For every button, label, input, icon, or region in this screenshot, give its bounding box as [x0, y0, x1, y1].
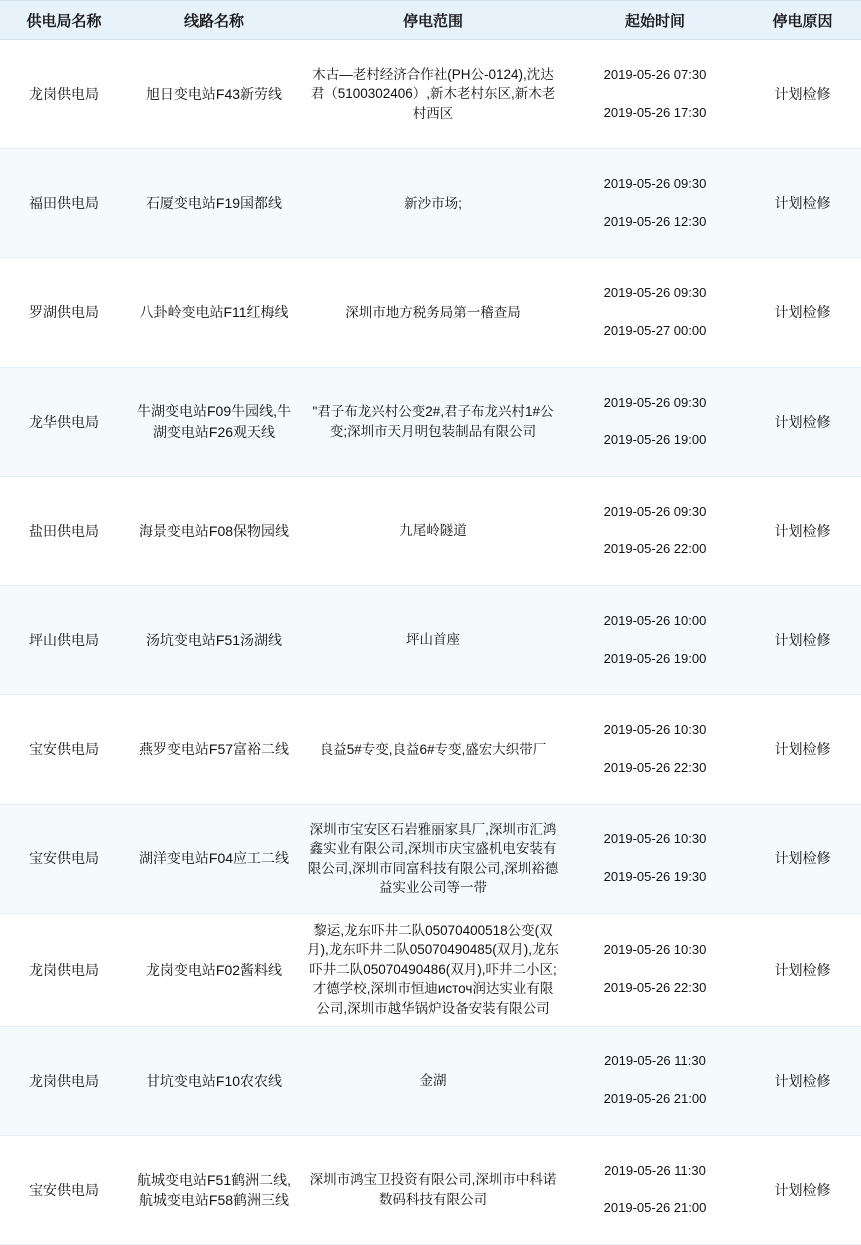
cell-time-end: 2019-05-26 17:30: [603, 104, 707, 120]
column-header-bureau: 供电局名称: [0, 1, 128, 40]
cell-line: 汤坑变电站F51汤湖线: [128, 586, 300, 695]
cell-reason: 计划检修: [744, 804, 861, 913]
cell-reason: 计划检修: [744, 1135, 861, 1244]
cell-line: 海景变电站F08保物园线: [128, 476, 300, 585]
cell-time: [566, 804, 744, 913]
cell-time-start: 2019-05-26 11:30: [604, 1162, 706, 1178]
table-row: [0, 149, 861, 258]
table-row: [0, 804, 861, 913]
cell-time: [566, 258, 744, 367]
cell-time-start: 2019-05-26 09:30: [603, 503, 707, 519]
table-row: [0, 40, 861, 149]
cell-reason: 计划检修: [744, 40, 861, 149]
cell-time-start: 2019-05-26 10:30: [603, 831, 707, 847]
table-body: [0, 40, 861, 1245]
cell-time-end: 2019-05-26 22:00: [603, 541, 707, 557]
cell-time: [566, 586, 744, 695]
cell-reason: 计划检修: [744, 476, 861, 585]
cell-bureau: 龙岗供电局: [0, 1026, 128, 1135]
cell-scope: 深圳市宝安区石岩雅丽家具厂,深圳市汇鸿鑫实业有限公司,深圳市庆宝盛机电安装有限公司,深圳市同富科技有限公司,深圳裕德益实业公司等一带: [300, 804, 566, 913]
cell-scope: 坪山首座: [300, 586, 566, 695]
cell-bureau: 福田供电局: [0, 149, 128, 258]
cell-scope: 九尾岭隧道: [300, 476, 566, 585]
cell-time-end: 2019-05-26 19:00: [603, 650, 707, 666]
table-row: [0, 367, 861, 476]
table-row: [0, 1135, 861, 1244]
cell-time-end: 2019-05-26 22:30: [603, 980, 707, 996]
cell-time-end: 2019-05-26 19:00: [603, 432, 707, 448]
cell-time-end: 2019-05-26 12:30: [603, 213, 707, 229]
cell-bureau: 龙岗供电局: [0, 913, 128, 1026]
cell-time: [566, 1026, 744, 1135]
cell-time: [566, 40, 744, 149]
cell-time: [566, 367, 744, 476]
cell-scope: 深圳市鸿宝卫投资有限公司,深圳市中科诺数码科技有限公司: [300, 1135, 566, 1244]
cell-time: [566, 913, 744, 1026]
cell-line: 八卦岭变电站F11红梅线: [128, 258, 300, 367]
cell-scope: 良益5#专变,良益6#专变,盛宏大织带厂: [300, 695, 566, 804]
cell-reason: 计划检修: [744, 1026, 861, 1135]
cell-time: [566, 1135, 744, 1244]
cell-time-end: 2019-05-26 21:00: [603, 1091, 707, 1107]
cell-line: 石厦变电站F19国都线: [128, 149, 300, 258]
cell-scope: 木古—老村经济合作社(PH公-0124),沈达君（5100302406）,新木老村东区,新木老村西区: [300, 40, 566, 149]
cell-line: 燕罗变电站F57富裕二线: [128, 695, 300, 804]
table-row: [0, 476, 861, 585]
table-row: [0, 258, 861, 367]
cell-scope: 新沙市场;: [300, 149, 566, 258]
cell-scope: 黎运,龙东吓井二队05070400518公变(双月),龙东吓井二队05070490485(双月),龙东吓井二队05070490486(双月),吓井二小区;才德学校,深圳市恒迪источ润达实业有限公司,深圳市越华锅炉设备安装有限公司: [300, 913, 566, 1026]
cell-time-end: 2019-05-26 22:30: [603, 759, 707, 775]
column-header-start-time: 起始时间: [566, 1, 744, 40]
table-row: [0, 913, 861, 1026]
cell-time-end: 2019-05-26 21:00: [603, 1200, 707, 1216]
cell-bureau: 坪山供电局: [0, 586, 128, 695]
cell-line: 湖洋变电站F04应工二线: [128, 804, 300, 913]
cell-reason: 计划检修: [744, 367, 861, 476]
column-header-scope: 停电范围: [300, 1, 566, 40]
cell-time-start: 2019-05-26 09:30: [603, 176, 707, 192]
cell-reason: 计划检修: [744, 913, 861, 1026]
cell-reason: 计划检修: [744, 258, 861, 367]
cell-time-end: 2019-05-27 00:00: [603, 322, 707, 338]
cell-time-start: 2019-05-26 09:30: [603, 394, 707, 410]
cell-bureau: 宝安供电局: [0, 804, 128, 913]
table-header: [0, 1, 861, 40]
cell-time-start: 2019-05-26 07:30: [603, 66, 707, 82]
cell-line: 甘坑变电站F10农农线: [128, 1026, 300, 1135]
cell-bureau: 宝安供电局: [0, 695, 128, 804]
cell-time: [566, 695, 744, 804]
cell-reason: 计划检修: [744, 149, 861, 258]
cell-time-start: 2019-05-26 10:30: [603, 942, 707, 958]
cell-time: [566, 149, 744, 258]
cell-bureau: 龙华供电局: [0, 367, 128, 476]
cell-scope: 金湖: [300, 1026, 566, 1135]
cell-line: 龙岗变电站F02酱料线: [128, 913, 300, 1026]
cell-time-start: 2019-05-26 11:30: [604, 1053, 706, 1069]
cell-reason: 计划检修: [744, 695, 861, 804]
cell-time-end: 2019-05-26 19:30: [603, 869, 707, 885]
cell-time-start: 2019-05-26 09:30: [603, 285, 707, 301]
cell-bureau: 龙岗供电局: [0, 40, 128, 149]
cell-time-start: 2019-05-26 10:30: [603, 722, 707, 738]
cell-scope: 深圳市地方税务局第一稽查局: [300, 258, 566, 367]
cell-time-start: 2019-05-26 10:00: [603, 612, 707, 628]
cell-line: 旭日变电站F43新劳线: [128, 40, 300, 149]
cell-time: [566, 476, 744, 585]
cell-reason: 计划检修: [744, 586, 861, 695]
cell-line: 牛湖变电站F09牛园线,牛湖变电站F26观天线: [128, 367, 300, 476]
column-header-line: 线路名称: [128, 1, 300, 40]
table-row: [0, 586, 861, 695]
cell-bureau: 盐田供电局: [0, 476, 128, 585]
column-header-reason: 停电原因: [744, 1, 861, 40]
table-row: [0, 1026, 861, 1135]
cell-line: 航城变电站F51鹤洲二线,航城变电站F58鹤洲三线: [128, 1135, 300, 1244]
table-row: [0, 695, 861, 804]
cell-bureau: 罗湖供电局: [0, 258, 128, 367]
cell-scope: "君子布龙兴村公变2#,君子布龙兴村1#公变;深圳市天月明包装制品有限公司: [300, 367, 566, 476]
table-header-row: [0, 1, 861, 40]
cell-bureau: 宝安供电局: [0, 1135, 128, 1244]
